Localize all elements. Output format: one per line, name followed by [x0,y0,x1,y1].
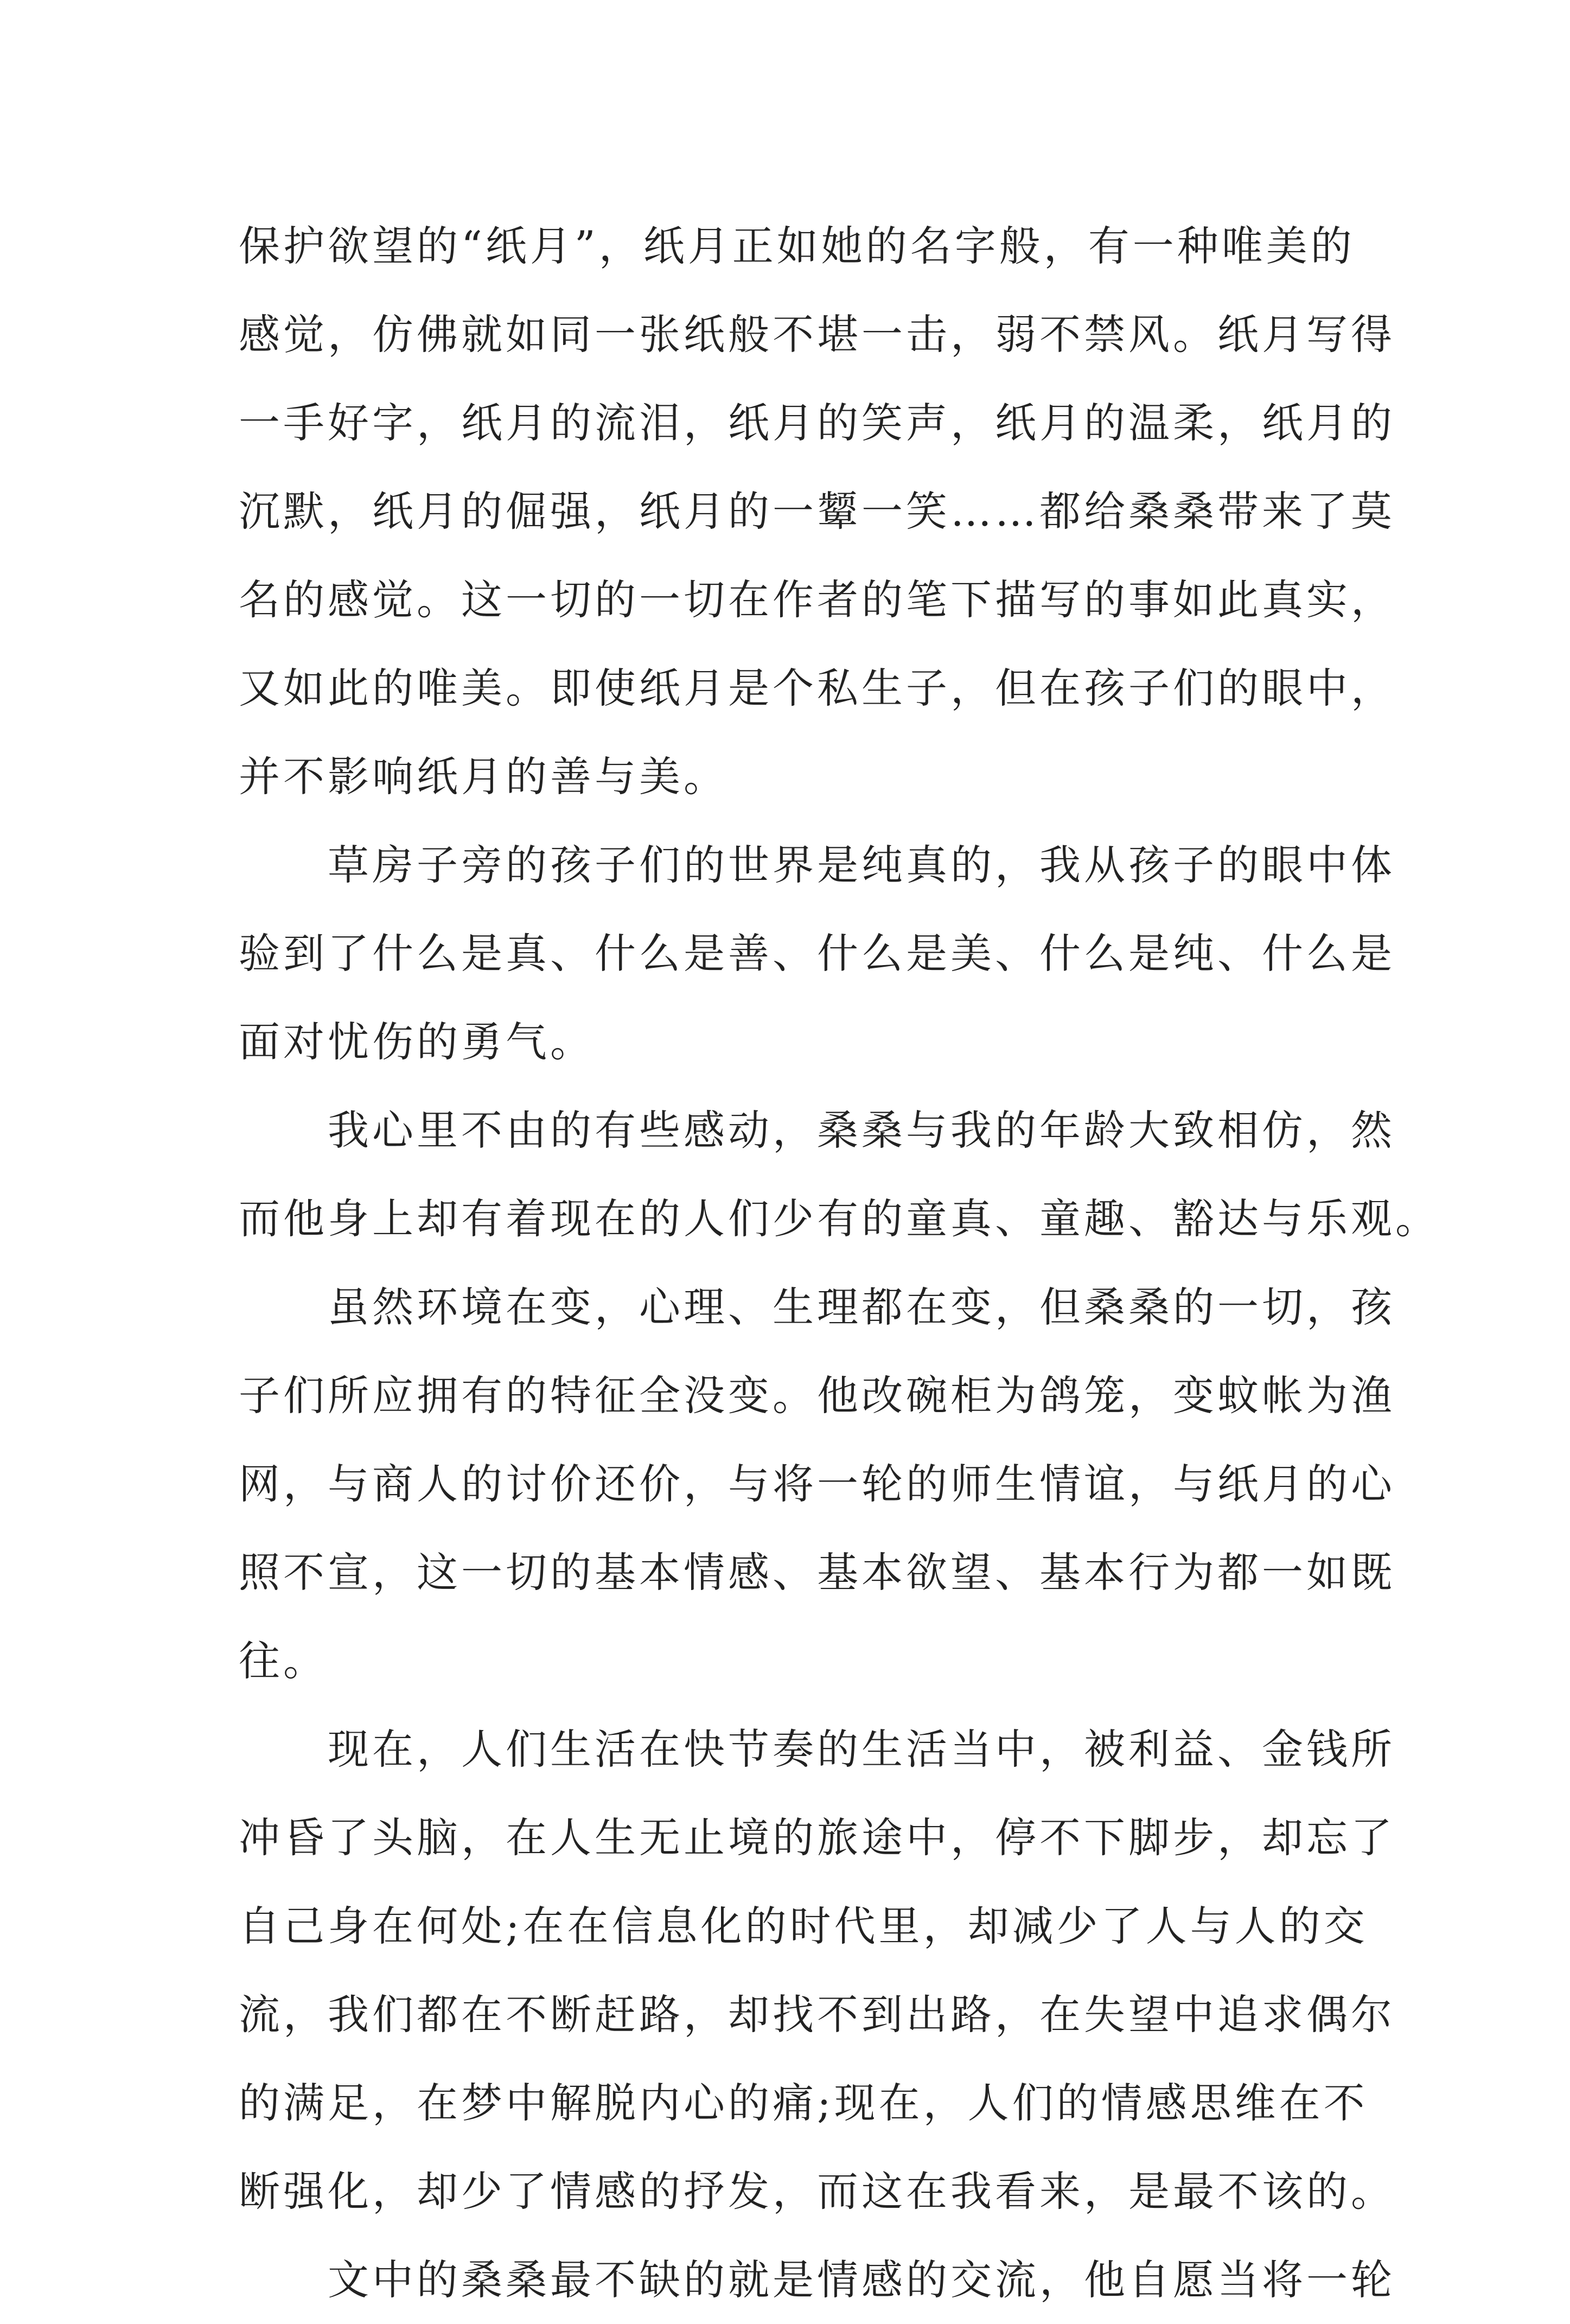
text-line: 现在，人们生活在快节奏的生活当中，被利益、金钱所 [239,1725,1395,1773]
text-line: 往。 [239,1637,328,1685]
text-line: 的满足，在梦中解脱内心的痛;现在，人们的情感思维在不 [239,2079,1368,2127]
text-line: 保护欲望的“纸月”，纸月正如她的名字般，有一种唯美的 [239,222,1355,270]
text-line: 自己身在何处;在在信息化的时代里，却减少了人与人的交 [239,1902,1368,1950]
text-line: 又如此的唯美。即使纸月是个私生子，但在孩子们的眼中， [239,664,1395,712]
text-line: 网，与商人的讨价还价，与将一轮的师生情谊，与纸月的心 [239,1460,1395,1508]
text-line: 子们所应拥有的特征全没变。他改碗柜为鸽笼，变蚊帐为渔 [239,1371,1395,1420]
text-line: 感觉，仿佛就如同一张纸般不堪一击，弱不禁风。纸月写得 [239,310,1395,359]
text-line: 沉默，纸月的倔强，纸月的一颦一笑……都给桑桑带来了莫 [239,487,1395,535]
text-line: 而他身上却有着现在的人们少有的童真、童趣、豁达与乐观。 [239,1195,1440,1243]
document-body [239,202,1440,2324]
text-line: 一手好字，纸月的流泪，纸月的笑声，纸月的温柔，纸月的 [239,399,1395,447]
text-line: 草房子旁的孩子们的世界是纯真的，我从孩子的眼中体 [239,841,1395,889]
text-line: 并不影响纸月的善与美。 [239,752,728,801]
text-line: 我心里不由的有些感动，桑桑与我的年龄大致相仿，然 [239,1106,1395,1154]
text-line: 流，我们都在不断赶路，却找不到出路，在失望中追求偶尔 [239,1990,1395,2039]
text-line: 照不宣，这一切的基本情感、基本欲望、基本行为都一如既 [239,1548,1395,1597]
text-line: 冲昏了头脑，在人生无止境的旅途中，停不下脚步，却忘了 [239,1814,1395,1862]
text-line: 虽然环境在变，心理、生理都在变，但桑桑的一切，孩 [239,1283,1395,1331]
text-line: 面对忧伤的勇气。 [239,1018,595,1066]
text-line: 验到了什么是真、什么是善、什么是美、什么是纯、什么是 [239,929,1395,978]
text-line: 名的感觉。这一切的一切在作者的笔下描写的事如此真实， [239,576,1395,624]
text-line: 文中的桑桑最不缺的就是情感的交流，他自愿当将一轮 [239,2256,1395,2304]
text-line: 断强化，却少了情感的抒发，而这在我看来，是最不该的。 [239,2167,1395,2216]
